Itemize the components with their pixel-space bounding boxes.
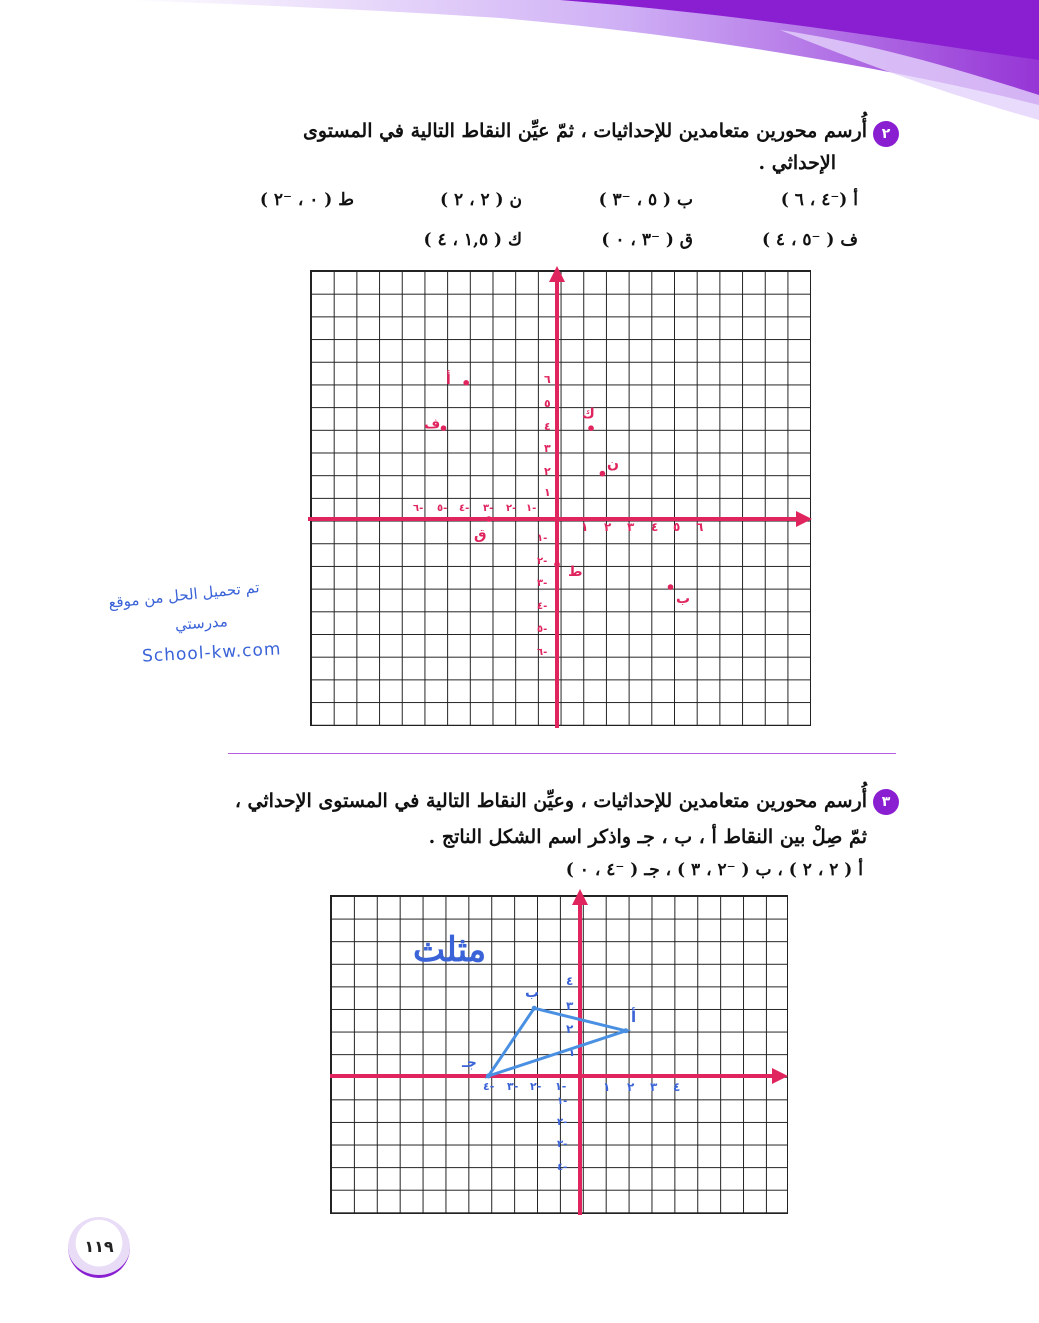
y-axis-tick: ١ [568, 1045, 576, 1059]
y-axis-tick: ٢- [557, 1117, 568, 1128]
x-axis-tick: ٣- [507, 1080, 519, 1093]
question-text-line2: ثمّ صِلْ بين النقاط أ ، ب ، جـ واذكر اسم الشكل الناتج . [428, 826, 867, 848]
page-number: ١١٩ [68, 1217, 130, 1278]
point-item: ط ( ٠ ، ⁻٢ ) [259, 190, 354, 210]
x-axis-tick: ٣- [483, 503, 494, 514]
answer-handwriting: مثلث [413, 930, 487, 970]
x-axis-tick: ٢- [530, 1080, 542, 1093]
point-label: ق [474, 527, 487, 543]
y-axis-tick: ٤- [537, 601, 548, 612]
point-label: ك [582, 406, 595, 422]
x-axis-tick: ٦- [413, 503, 424, 514]
x-axis-tick: ٢ [604, 520, 612, 534]
triangle-vertex [532, 1006, 537, 1011]
vertex-label: جـ [462, 1055, 477, 1071]
question-text-line1: أُرسم محورين متعامدين للإحداثيات ، ثمّ عيِّن النقاط التالية في المستوى [303, 120, 867, 142]
y-axis-tick: ٢- [537, 556, 548, 567]
watermark-line2: مدرستي [174, 612, 229, 634]
x-axis-tick: ٤ [673, 1080, 681, 1094]
x-axis-tick: ٥ [673, 520, 681, 534]
point-label: ف [424, 416, 441, 432]
point-label: ن [607, 456, 619, 472]
x-axis-tick: ٣ [650, 1080, 658, 1094]
triangle-outline [488, 1008, 625, 1076]
triangle-vertex [486, 1074, 491, 1079]
point-item: ن ( ٢ ، ٢ ) [440, 190, 522, 210]
x-axis-tick: ٤- [483, 1080, 495, 1093]
x-axis-tick: ١- [555, 1080, 567, 1093]
point-item: ب ( ٥ ، ⁻٣ ) [598, 190, 693, 210]
x-axis-tick: ٢ [627, 1080, 635, 1094]
y-axis-tick: ٥ [544, 397, 551, 410]
x-axis-tick: ١ [603, 1080, 611, 1094]
x-axis-tick: ١- [526, 503, 537, 514]
x-axis-tick: ٤- [459, 503, 470, 514]
y-axis-tick: ٦ [544, 373, 551, 386]
y-axis-tick: ٢ [566, 1022, 574, 1036]
x-axis-tick: ٥- [437, 503, 448, 514]
point-label: أ [446, 372, 451, 388]
y-axis-tick: ٤ [566, 974, 574, 988]
point-item: ف ( ⁻٥ ، ٤ ) [761, 230, 858, 250]
y-axis-tick: ٥- [537, 624, 548, 635]
point-item: ك ( ١,٥ ، ٤ ) [423, 230, 522, 250]
question-number-badge: ٢ [873, 121, 899, 147]
watermark-url: School-kw.com [141, 639, 282, 667]
y-axis-tick: ٤ [544, 420, 551, 433]
point-label: ط [568, 564, 583, 580]
vertex-label: ب [525, 985, 540, 1001]
y-axis-tick: ٣- [537, 578, 548, 589]
triangle-vertex [623, 1028, 628, 1033]
y-axis-tick: ٣ [566, 999, 574, 1013]
y-axis-tick: ٤- [557, 1162, 568, 1173]
point-label: ب [676, 591, 691, 607]
question-text-line1: أُرسم محورين متعامدين للإحداثيات ، وعيِّن النقاط التالية في المستوى الإحداثي ، [234, 790, 867, 812]
y-axis-tick: ٦- [537, 647, 548, 658]
vertex-label: أ [631, 1008, 637, 1026]
watermark-line1: تم تحميل الحل من موقع [107, 578, 261, 612]
x-axis-tick: ٣ [627, 520, 635, 534]
x-axis-tick: ٢- [506, 503, 517, 514]
y-axis-tick: ١ [544, 486, 551, 499]
x-axis-tick: ٤ [651, 520, 659, 534]
question-text-line2: الإحداثي . [758, 152, 836, 174]
points-list: أ ( ٢ ، ٢ ) ، ب ( ⁻٢ ، ٣ ) ، جـ ( ⁻٤ ، ٠ ) [565, 860, 863, 880]
question-number-badge: ٣ [873, 789, 899, 815]
point-item: أ (⁻٤ ، ٦ ) [780, 190, 858, 210]
x-axis-tick: ٦ [696, 520, 704, 534]
y-axis-tick: ١- [557, 1096, 568, 1107]
y-axis-tick: ٣- [557, 1139, 568, 1150]
point-item: ق ( ⁻٣ ، ٠ ) [601, 230, 693, 250]
y-axis-tick: ١- [537, 533, 548, 544]
y-axis-tick: ٢ [544, 465, 551, 478]
y-axis-tick: ٣ [544, 442, 551, 455]
x-axis-tick: ١ [581, 520, 589, 534]
